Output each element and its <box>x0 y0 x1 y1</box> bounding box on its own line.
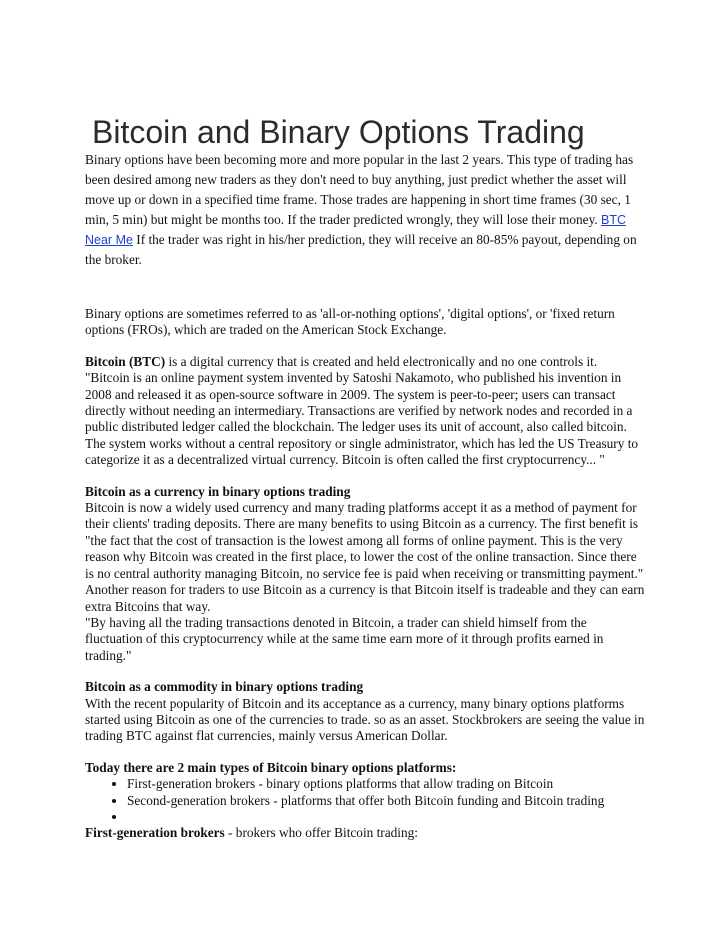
types-heading <box>85 760 645 776</box>
bitcoin-definition-text: is a digital currency that is created and held electronically and no one controls it. "Bitcoin is an online payment system invented by Satoshi Nakamoto, who published his invention in 2008 and released it as open-source software in 2009. The system is peer-to-peer; users can transact directly without needing an intermediary. Transactions are verified by network nodes and recorded in a public distributed ledger called the blockchain. The ledger uses its unit of account, also called bitcoin. The system works without a central repository or single administrator, which has led the US Treasury to categorize it as a decentralized virtual currency. Bitcoin is often called the first cryptocurrency... " <box>85 353 639 468</box>
currency-paragraph: Bitcoin is now a widely used currency and many trading platforms accept it as a method of payment for their clients' trading deposits. There are many benefits to using Bitcoin as a currency. The first benefit is "the fact that the cost of transaction is the lowest among all forms of online payment. This is the very reason why Bitcoin was created in the first place, to lower the cost of the online transaction. Since there is no central authority managing Bitcoin, no service fee is paid when receiving or transmitting payment." Another reason for traders to use Bitcoin as a currency is that Bitcoin itself is tradeable and they can earn extra Bitcoins that way. <box>85 500 645 614</box>
bitcoin-definition-paragraph <box>85 354 645 469</box>
currency-heading <box>85 484 645 500</box>
btc-near-me-link[interactable]: BTC Near Me <box>85 213 627 247</box>
commodity-paragraph: With the recent popularity of Bitcoin and its acceptance as a currency, many binary options platforms started using Bitcoin as one of the currencies to trade. so as an asset. Stockbrokers are seeing the value in trading BTC against flat currencies, mainly versus American Dollar. <box>85 695 645 744</box>
first-gen-term: First-generation brokers <box>85 825 225 841</box>
intro-text: Binary options have been becoming more and more popular in the last 2 years. This type of trading has been desired among new traders as they don't need to buy anything, just predict whether the asset will move up or down in a specified time frame. Those trades are happening in short time frames (30 sec, 1 min, 5 min) but might be months too. If the trader predicted wrongly, they will lose their money. <box>85 152 634 227</box>
list-item: • First-generation brokers - binary options platforms that allow trading on Bitcoin <box>127 776 645 792</box>
broker-types-list <box>85 776 645 825</box>
currency-heading-text: Bitcoin as a currency in binary options trading <box>85 483 351 499</box>
bitcoin-term: Bitcoin (BTC) <box>85 353 166 369</box>
commodity-heading <box>85 679 645 695</box>
currency-quote: "By having all the trading transactions denoted in Bitcoin, a trader can shield himself from the fluctuation of this cryptocurrency while at the same time earn more of it through profits earned in trading." <box>85 614 604 663</box>
first-gen-text: - brokers who offer Bitcoin trading: <box>228 825 418 841</box>
list-item: • Second-generation brokers - platforms that offer both Bitcoin funding and Bitcoin trading <box>127 793 645 809</box>
intro-text-continued: If the trader was right in his/her prediction, they will receive an 80-85% payout, depending on the broker. <box>85 232 637 267</box>
intro-paragraph <box>85 150 645 270</box>
first-gen-paragraph <box>85 825 645 841</box>
document-title: Bitcoin and Binary Options Trading <box>92 114 585 150</box>
list-item <box>127 809 645 825</box>
document-body <box>85 150 645 842</box>
aka-paragraph: Binary options are sometimes referred to as 'all-or-nothing options', 'digital options', or 'fixed return options (FROs), which are traded on the American Stock Exchange. <box>85 306 615 338</box>
types-heading-text: Today there are 2 main types of Bitcoin binary options platforms: <box>85 759 457 775</box>
commodity-heading-text: Bitcoin as a commodity in binary options trading <box>85 679 364 695</box>
